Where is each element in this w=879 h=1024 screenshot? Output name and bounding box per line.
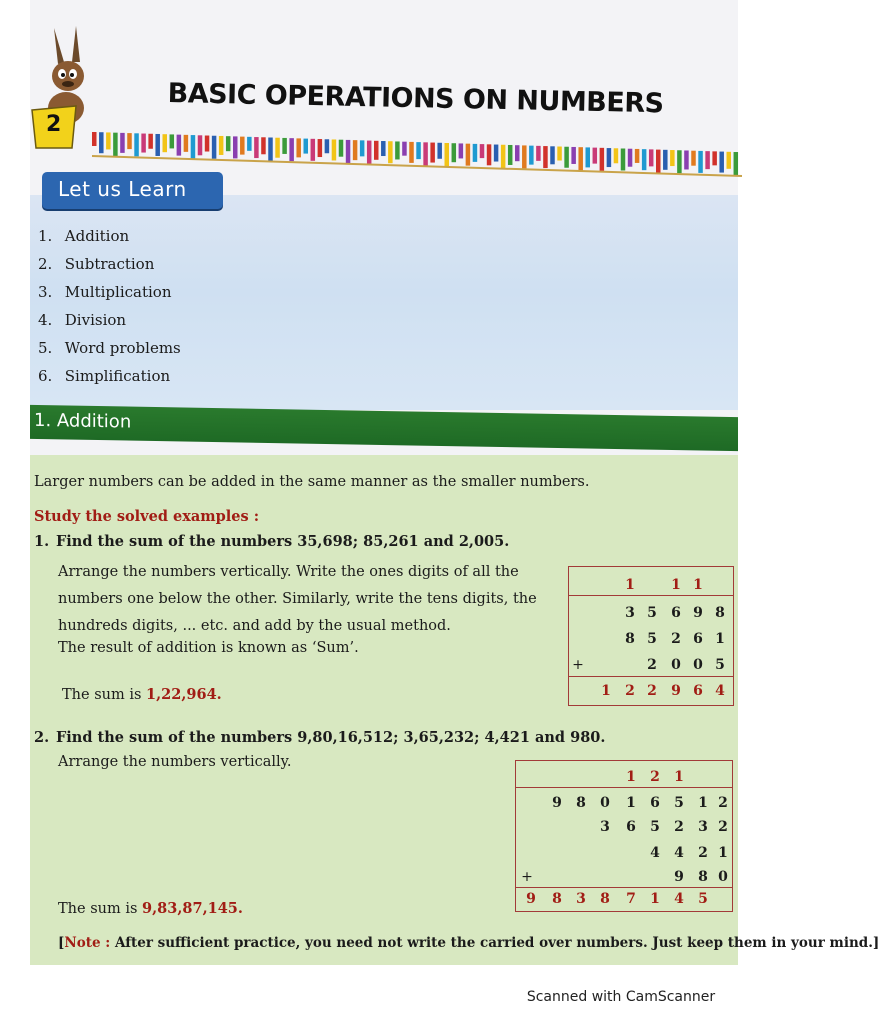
stripe-bar (614, 148, 619, 163)
example-1-line: The result of addition is known as ‘Sum’. (58, 640, 359, 656)
stripe-bar (240, 137, 245, 155)
stripe-bar (402, 142, 407, 156)
stripe-bar (578, 147, 583, 171)
stripe-bar (423, 142, 428, 166)
stripe-bar (677, 150, 682, 173)
intro-text: Larger numbers can be added in the same manner as the smaller numbers. (34, 474, 590, 490)
stripe-bar (635, 149, 640, 163)
stripe-bar (529, 146, 534, 165)
stripe-bar (727, 152, 732, 169)
stripe-bar (649, 149, 654, 166)
decorative-stripe-banner (92, 118, 742, 178)
stripe-bar (515, 145, 520, 161)
stripe-bar (663, 150, 668, 170)
example-1-line: hundreds digits, ... etc. and add by the usual method. (58, 618, 451, 634)
stripe-bar (191, 135, 196, 159)
stripe-bar (670, 150, 675, 166)
stripe-bar (719, 152, 724, 173)
stripe-bar (325, 139, 330, 153)
stripe-bar (177, 135, 182, 156)
stripe-bar (155, 134, 160, 156)
study-heading: Study the solved examples : (34, 508, 260, 525)
stripe-bar (712, 151, 717, 165)
topic-item: 1. Addition (38, 227, 130, 245)
stripe-bar (296, 138, 301, 157)
stripe-bar (607, 148, 612, 167)
stripe-bar (113, 133, 118, 157)
stripe-bar (416, 142, 421, 159)
stripe-bar (437, 143, 442, 159)
stripe-bar (261, 137, 266, 154)
textbook-page (30, 0, 879, 965)
stripe-bar (304, 139, 309, 154)
stripe-bar (522, 145, 527, 168)
stripe-bar (480, 144, 485, 158)
stripe-bar (275, 138, 280, 158)
stripe-bar (395, 141, 400, 159)
plus-sign: + (572, 657, 584, 673)
stripe-bar (459, 143, 464, 158)
stripe-bar (353, 140, 358, 160)
stripe-bar (621, 149, 626, 171)
stripe-bar (311, 139, 316, 161)
stripe-bar (170, 134, 175, 148)
stripe-bar (466, 144, 471, 166)
example-1-sum-label: The sum is 1,22,964. (62, 686, 222, 703)
chapter-number: 2 (46, 112, 62, 137)
example-1-number: 1. (34, 533, 50, 550)
stripe-bar (684, 150, 689, 169)
stripe-bar (642, 149, 647, 170)
example-1-line: Arrange the numbers vertically. Write the ones digits of all the (58, 564, 519, 580)
stripe-bar (734, 152, 739, 176)
section-heading: 1. Addition (34, 409, 132, 433)
stripe-bar (508, 145, 513, 165)
stripe-bar (494, 145, 499, 162)
stripe-bar (134, 133, 139, 156)
stripe-bar (254, 137, 259, 158)
stripe-bar (571, 147, 576, 164)
stripe-bar (233, 136, 238, 158)
topic-item: 3. Multiplication (38, 283, 172, 301)
stripe-bar (106, 132, 111, 149)
example-2-number: 2. (34, 729, 50, 746)
stripe-bar (212, 136, 217, 159)
example-1-question: Find the sum of the numbers 35,698; 85,261 and 2,005. (56, 533, 510, 550)
example-2-question: Find the sum of the numbers 9,80,16,512; 3,65,232; 4,421 and 980. (56, 729, 606, 746)
stripe-bar (487, 144, 492, 165)
stripe-bar (268, 138, 273, 162)
stripe-bar (381, 141, 386, 156)
example-2-sum-value: 9,83,87,145. (142, 900, 243, 917)
stripe-bar (346, 140, 351, 164)
stripe-bar (388, 141, 393, 163)
stripe-bar (226, 136, 231, 151)
stripe-bar (536, 146, 541, 161)
example-1-line: numbers one below the other. Similarly, write the tens digits, the (58, 591, 537, 607)
stripe-bar (219, 136, 224, 155)
example-2-addition-grid: 1 2 1 9 8 0 1 6 5 1 2 3 6 5 2 3 2 4 4 2 1 + 9 8 0 9 8 3 8 7 1 4 5 (515, 760, 733, 912)
example-2-line: Arrange the numbers vertically. (58, 754, 292, 770)
example-2-sum-label: The sum is 9,83,87,145. (58, 900, 243, 917)
section-heading-bar (30, 405, 738, 451)
stripe-bar (289, 138, 294, 161)
stripe-bar (184, 135, 189, 152)
stripe-bar (198, 135, 203, 155)
stripe-bar (247, 137, 252, 151)
note-label: Note : (64, 935, 111, 951)
plus-sign: + (521, 869, 533, 885)
stripe-bar (543, 146, 548, 168)
topic-item: 5. Word problems (38, 339, 181, 357)
stripe-bar (452, 143, 457, 162)
stripe-bar (339, 140, 344, 157)
stripe-bar (564, 147, 569, 168)
stripe-bar (332, 139, 337, 160)
example-1-sum-value: 1,22,964. (146, 686, 222, 703)
stripe-bar (360, 140, 365, 156)
stripe-bar (318, 139, 323, 157)
stripe-bar (148, 134, 153, 149)
stripe-bar (99, 132, 104, 153)
stripe-bar (141, 134, 146, 153)
stripe-bar (705, 151, 710, 169)
stripe-bar (586, 147, 591, 167)
stripe-bar (698, 151, 703, 173)
stripe-bar (550, 146, 555, 164)
note-line: [Note : After sufficient practice, you need not write the carried over numbers. Just keep them in your mind.] (58, 935, 879, 951)
stripe-bar (409, 142, 414, 163)
stripe-bar (691, 151, 696, 166)
scanner-watermark: Scanned with CamScanner (526, 989, 716, 1005)
topic-list (38, 222, 181, 390)
stripe-bar (205, 136, 210, 152)
stripe-bar (127, 133, 132, 149)
topic-item: 6. Simplification (38, 367, 171, 385)
stripe-bar (430, 143, 435, 163)
page-title: BASIC OPERATIONS ON NUMBERS (167, 78, 664, 120)
stripe-bar (374, 141, 379, 160)
stripe-bar (120, 133, 125, 153)
let-us-learn-label: Let us Learn (42, 172, 223, 209)
stripe-bar (557, 147, 562, 161)
note-text: After sufficient practice, you need not write the carried over numbers. Just keep them in your mind. (114, 935, 873, 951)
example-1-addition-grid: 1 1 1 3 5 6 9 8 8 5 2 6 1 + 2 0 0 5 1 2 2 9 6 4 (568, 566, 734, 706)
stripe-bar (445, 143, 450, 166)
topic-item: 2. Subtraction (38, 255, 155, 273)
stripe-bar (163, 134, 168, 152)
stripe-bar (501, 145, 506, 169)
stripe-bar (628, 149, 633, 167)
stripe-bar (92, 132, 97, 146)
stripe-bar (367, 141, 372, 164)
stripe-bar (282, 138, 287, 154)
stripe-bar (600, 148, 605, 171)
stripe-bar (593, 148, 598, 164)
stripe-bar (656, 150, 661, 174)
topic-item: 4. Division (38, 311, 127, 329)
stripe-bar (473, 144, 478, 162)
